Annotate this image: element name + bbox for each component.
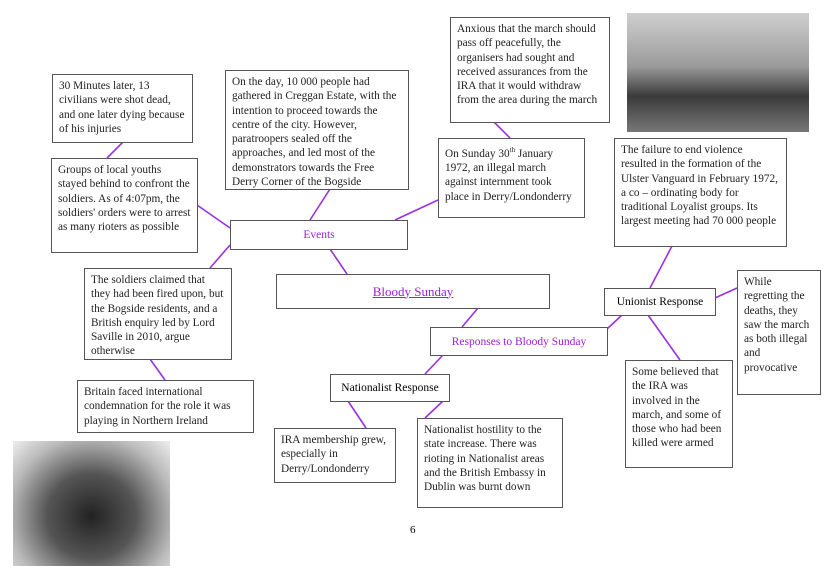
hub-unionist-response: Unionist Response xyxy=(604,288,716,316)
hub-nationalist-response: Nationalist Response xyxy=(330,374,450,402)
connector xyxy=(425,355,443,374)
note-text: January 1972, an illegal march against internment took place in Derry/Londonderry xyxy=(445,147,572,203)
central-title-bloody-sunday[interactable]: Bloody Sunday xyxy=(276,274,550,309)
note-text: On Sunday 30 xyxy=(445,147,510,160)
page-number: 6 xyxy=(410,524,416,536)
connector xyxy=(210,245,230,268)
note-superscript: th xyxy=(509,146,516,154)
connector xyxy=(348,401,366,428)
note-some-believed: Some believed that the IRA was involved in the march, and some of those who had been killed were armed xyxy=(625,360,733,468)
note-regretting: While regretting the deaths, they saw the march as both illegal and provocative xyxy=(737,270,821,395)
note-britain: Britain faced international condemnation for the role it was playing in Northern Ireland xyxy=(77,380,254,433)
connector xyxy=(310,189,330,220)
note-failure: The failure to end violence resulted in the formation of the Ulster Vanguard in February 1972, a co – ordinating body for traditional Loyalist groups. Its largest meeting had 70 000 people xyxy=(614,138,787,247)
connector xyxy=(425,401,443,418)
note-ira-membership: IRA membership grew, especially in Derry/Londonderry xyxy=(274,428,396,483)
hub-responses: Responses to Bloody Sunday xyxy=(430,327,608,356)
note-soldiers-claimed: The soldiers claimed that they had been fired upon, but the Bogside residents, and a British enquiry led by Lord Saville in 2010, argue otherwise xyxy=(84,268,232,360)
connector xyxy=(395,200,438,220)
connector xyxy=(107,142,123,158)
note-thirty-minutes: 30 Minutes later, 13 civilians were shot dead, and one later dying because of his injuries xyxy=(52,74,193,143)
connector xyxy=(607,315,622,329)
connector xyxy=(462,308,478,327)
note-groups-of-youths: Groups of local youths stayed behind to confront the soldiers. As of 4:07pm, the soldiers' orders were to arrest as many rioters as possible xyxy=(51,158,198,253)
note-anxious: Anxious that the march should pass off peacefully, the organisers had sought and received assurances from the IRA that it would withdraw from the area during the march xyxy=(450,17,610,123)
connector xyxy=(494,122,510,138)
connector xyxy=(150,359,165,380)
note-on-sunday xyxy=(438,138,585,218)
connector xyxy=(197,205,230,228)
soldiers-street-photo xyxy=(627,13,809,132)
note-nationalist-hostility: Nationalist hostility to the state increase. There was rioting in Nationalist areas and the British Embassy in Dublin was burnt down xyxy=(417,418,563,508)
civilians-carrying-wounded-photo xyxy=(13,441,170,566)
connector xyxy=(715,288,737,298)
hub-events: Events xyxy=(230,220,408,250)
connector xyxy=(648,315,680,360)
note-on-the-day: On the day, 10 000 people had gathered in Creggan Estate, with the intention to proceed towards the centre of the city. However, paratroopers sealed off the approaches, and led most of the demonstrators towards the Free Derry Corner of the Bogside xyxy=(225,70,409,190)
connector xyxy=(330,249,347,274)
connector xyxy=(650,246,672,288)
